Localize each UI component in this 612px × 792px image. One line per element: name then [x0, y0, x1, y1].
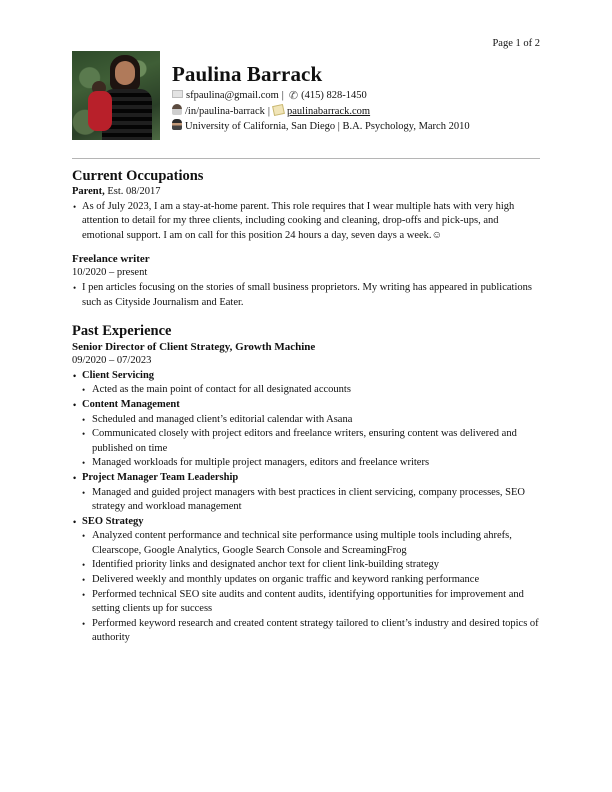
list-item: • Managed and guided project managers with best practices in client servicing, company processes, SEO strategy and workload management — [72, 486, 540, 515]
person-icon — [172, 104, 182, 115]
parent-role-line — [72, 185, 540, 200]
resume-header — [72, 51, 540, 141]
contact-line-links — [172, 104, 370, 119]
page-number: Page 1 of 2 — [492, 38, 540, 49]
website-link[interactable]: paulinabarrack.com — [287, 106, 371, 117]
list-item: • Communicated closely with project editors and freelance writers, ensuring content was delivered and published on time — [72, 427, 540, 456]
contact-line-education — [172, 119, 470, 134]
list-item: • Performed technical SEO site audits and content audits, identifying opportunities for improvement and setting clients up for success — [72, 588, 540, 617]
section-heading-current: Current Occupations — [72, 168, 204, 184]
freelance-date: 10/2020 – present — [72, 267, 148, 279]
list-item: • As of July 2023, I am a stay-at-home parent. This role requires that I wear multiple hats with very high attention to detail for my three clients, including cooking and cleaning, drop-offs and pick-ups, and emotional support. I am on call for this position 24 hours a day, seven days a week.☺ — [72, 200, 540, 244]
list-item: • Analyzed content performance and technical site performance using multiple tools including ahrefs, Clearscope, Google Analytics, Google Search Console and ScreamingFrog — [72, 529, 540, 558]
telephone-icon: ✆ — [288, 90, 299, 102]
section-heading-past: Past Experience — [72, 323, 172, 340]
profile-photo — [72, 51, 160, 140]
group-title: • Content Management — [72, 398, 540, 413]
envelope-icon — [172, 90, 183, 98]
past-experience-list — [72, 369, 540, 646]
phone-text[interactable]: (415) 828-1450 — [301, 90, 367, 101]
list-item: • Managed workloads for multiple project managers, editors and freelance writers — [72, 456, 540, 471]
group-title: • SEO Strategy — [72, 515, 540, 530]
contact-line-email-phone — [172, 88, 367, 103]
parent-date: Est. 08/2017 — [104, 186, 161, 197]
freelance-role: Freelance writer — [72, 253, 150, 266]
memo-icon — [272, 104, 285, 116]
education-text: University of California, San Diego | B.A. Psychology, March 2010 — [185, 121, 470, 132]
email-text[interactable]: sfpaulina@gmail.com — [186, 90, 279, 101]
list-item: • Delivered weekly and monthly updates on organic traffic and keyword ranking performance — [72, 573, 540, 588]
linkedin-text[interactable]: /in/paulina-barrack — [185, 106, 265, 117]
list-item: • I pen articles focusing on the stories of small business proprietors. My writing has appeared in publications such as Cityside Journalism and Eater. — [72, 281, 540, 310]
candidate-name: Paulina Barrack — [172, 62, 323, 86]
freelance-bullets — [72, 281, 540, 310]
resume-body — [72, 167, 540, 646]
list-item: • Acted as the main point of contact for all designated accounts — [72, 383, 540, 398]
parent-bullets — [72, 200, 540, 244]
graduate-icon — [172, 119, 182, 130]
parent-role: Parent, — [72, 186, 105, 197]
header-divider — [72, 158, 540, 159]
group-title: • Client Servicing — [72, 369, 540, 384]
separator: | — [267, 106, 270, 117]
separator: | — [281, 90, 284, 101]
past-job-date: 09/2020 – 07/2023 — [72, 355, 152, 367]
past-job-title: Senior Director of Client Strategy, Growth Machine — [72, 341, 316, 354]
list-item: • Performed keyword research and created content strategy tailored to client’s industry and desired topics of authority — [72, 617, 540, 646]
list-item: • Scheduled and managed client’s editorial calendar with Asana — [72, 413, 540, 428]
list-item: • Identified priority links and designated anchor text for client link-building strategy — [72, 558, 540, 573]
group-title: • Project Manager Team Leadership — [72, 471, 540, 486]
